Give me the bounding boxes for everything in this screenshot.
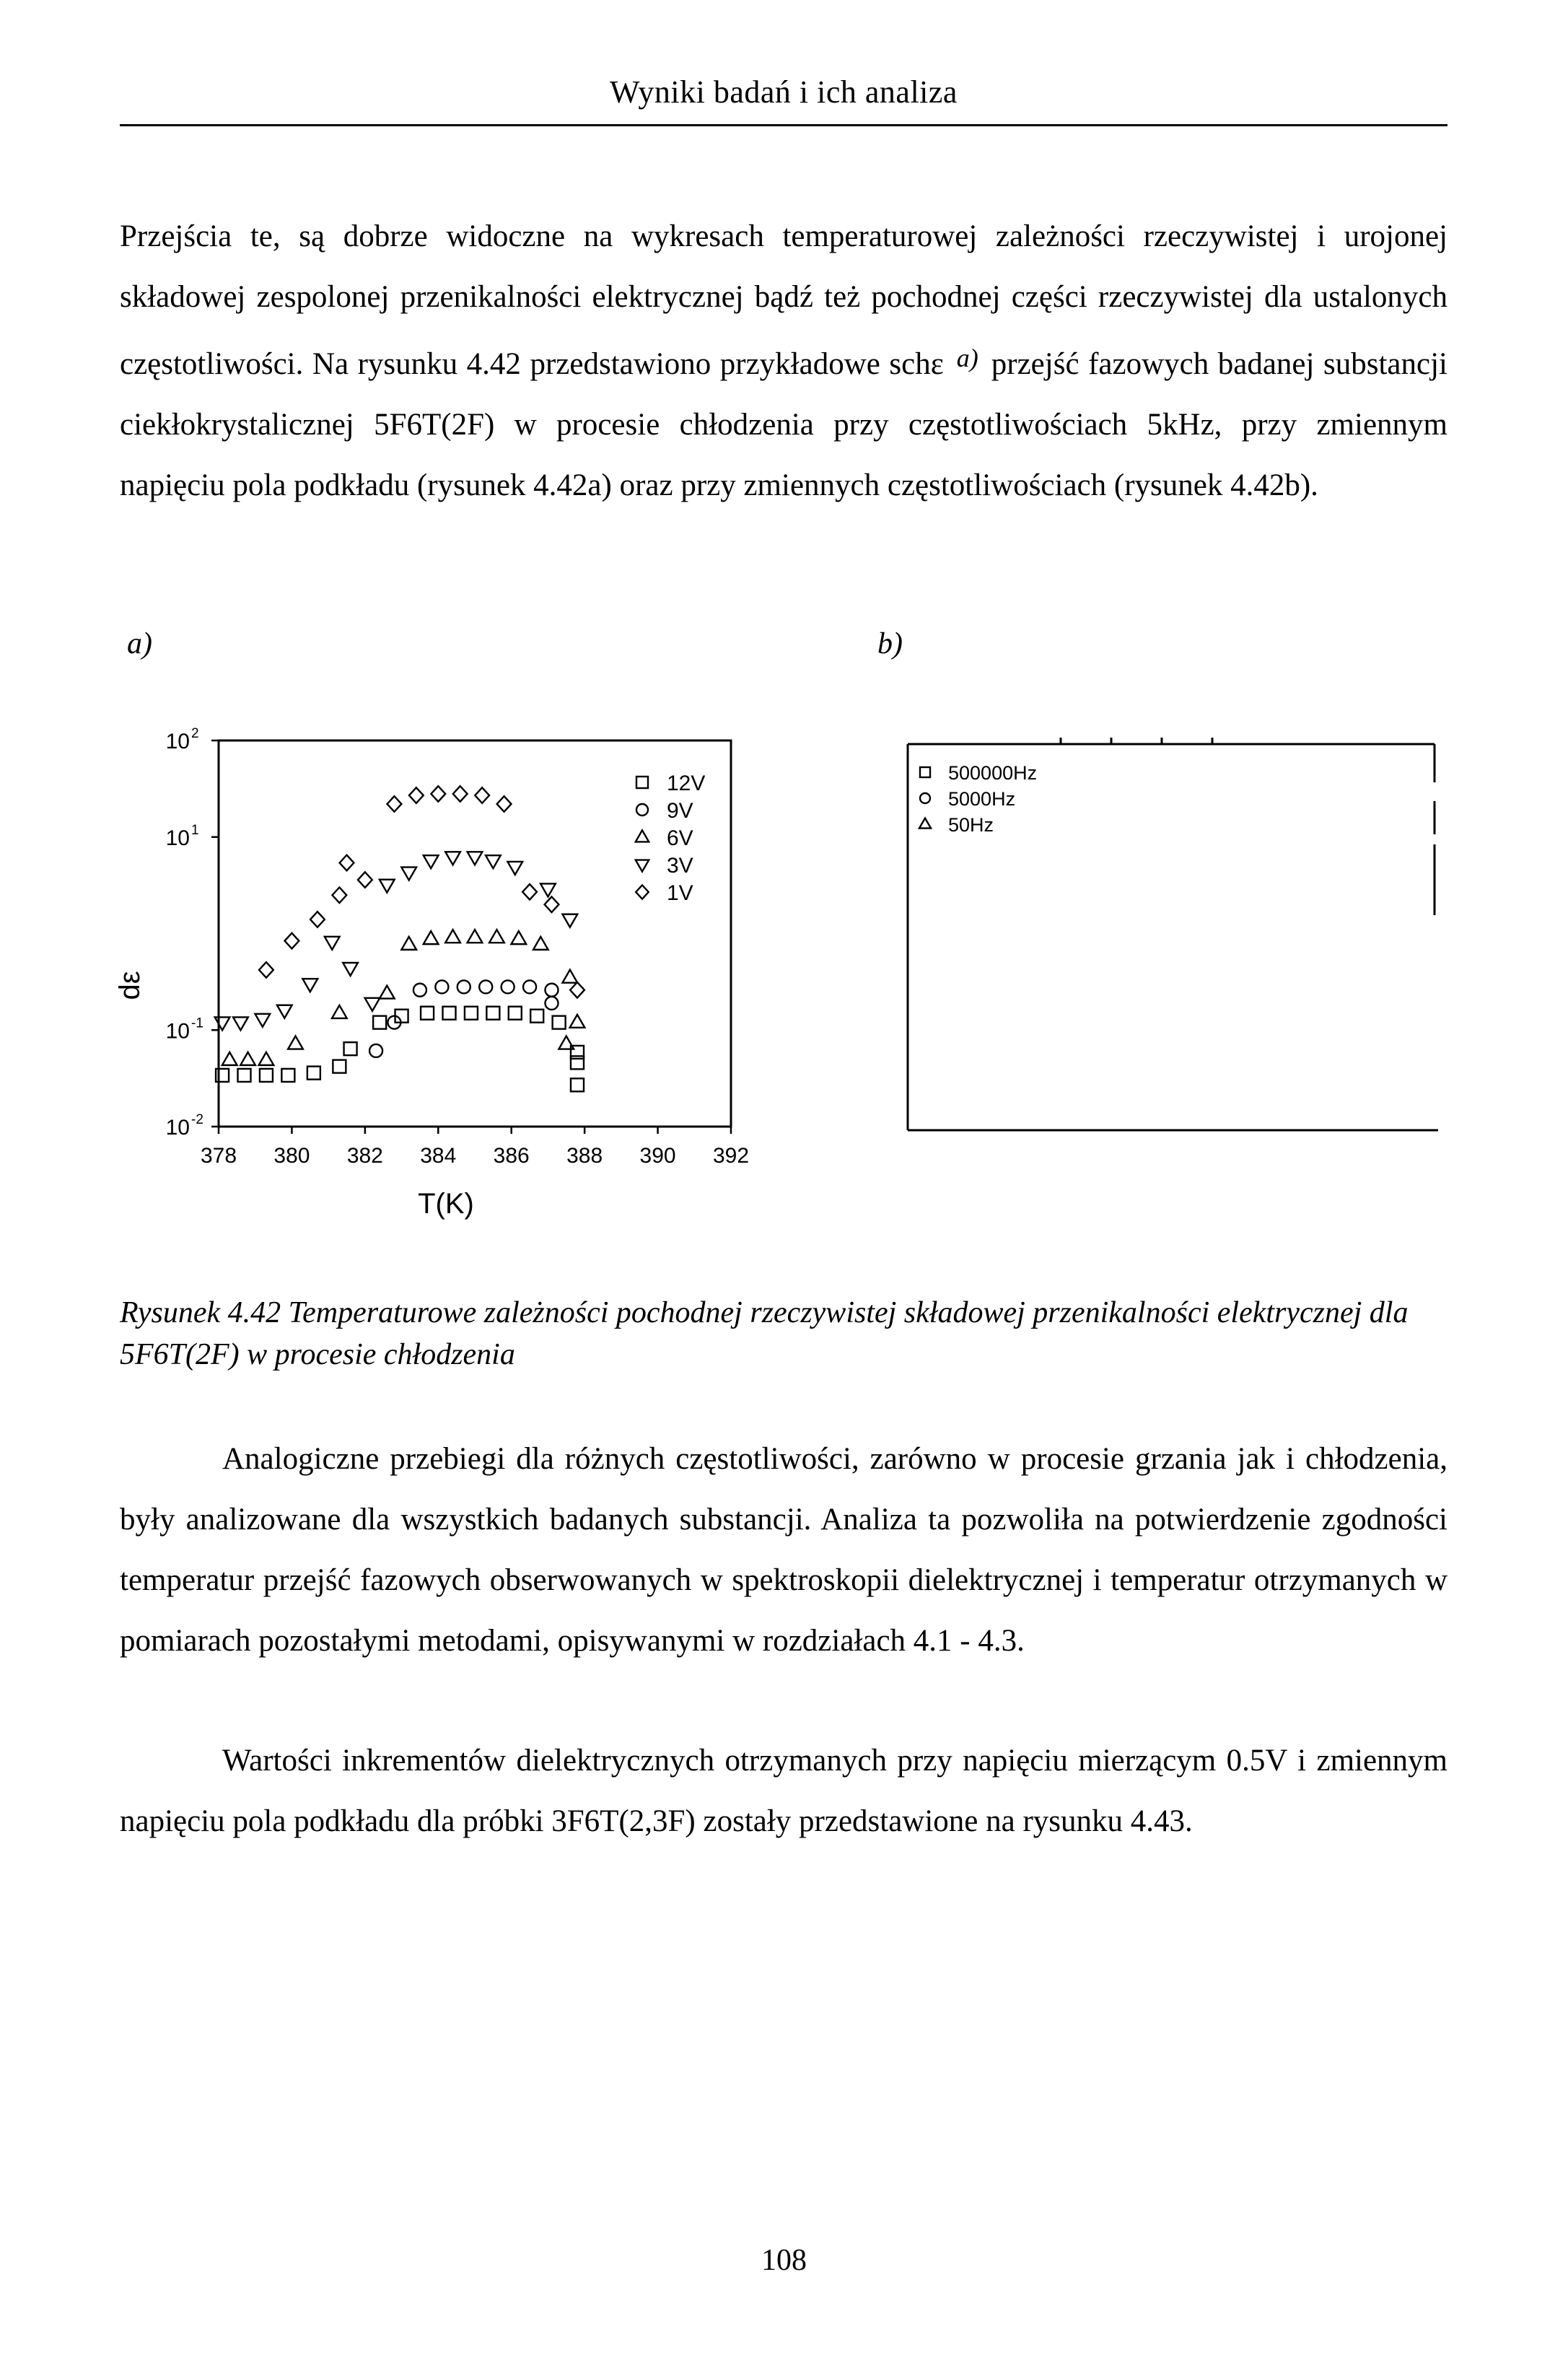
data-point bbox=[222, 1052, 237, 1065]
data-point bbox=[387, 796, 402, 812]
y-tick-exponent: -2 bbox=[191, 1112, 203, 1127]
data-point bbox=[302, 979, 317, 992]
legend-label: 3V bbox=[667, 854, 693, 878]
panel-b-label: b) bbox=[877, 627, 903, 660]
data-point bbox=[401, 868, 416, 880]
data-point bbox=[260, 1069, 273, 1082]
legend-label: 6V bbox=[667, 826, 693, 850]
data-point bbox=[530, 1010, 543, 1023]
data-point bbox=[413, 984, 426, 997]
data-point bbox=[424, 931, 439, 944]
x-tick-label: 388 bbox=[566, 1144, 603, 1168]
data-point bbox=[512, 931, 527, 944]
legend-marker bbox=[920, 793, 930, 803]
paragraph-3: Wartości inkrementów dielektrycznych otrzymanych przy napięciu mierzącym 0.5V i zmiennym napięciu pola podkładu dla próbki 3F6T(2,3F) zostały przedstawione na rysunku 4.43. bbox=[120, 1744, 1447, 1838]
data-point bbox=[563, 970, 578, 983]
data-point bbox=[571, 1078, 584, 1091]
data-point bbox=[563, 914, 578, 927]
data-point bbox=[445, 930, 460, 943]
data-point bbox=[468, 852, 483, 865]
chart-a-legend bbox=[636, 772, 706, 905]
inline-figure-label: a) bbox=[956, 344, 978, 372]
data-point bbox=[545, 896, 559, 912]
paragraph-2: Analogiczne przebiegi dla różnych częstotliwości, zarówno w procesie grzania jak i chłodzenia, były analizowane dla wszystkich badanych substancji. Analiza ta pozwoliła na potwierdzenie zgodności temperatur przejść fazowych obserwowanych w spektroskopii dielektrycznej i temperatur otrzymanych w pomiarach pozostałymi metodami, opisywanymi w rozdziałach 4.1 - 4.3. bbox=[120, 1442, 1447, 1658]
data-point bbox=[344, 1042, 357, 1055]
y-tick-exponent: -1 bbox=[191, 1015, 203, 1031]
data-point bbox=[365, 998, 380, 1011]
data-point bbox=[453, 786, 468, 802]
data-point bbox=[486, 855, 501, 868]
panel-a-label: a) bbox=[127, 627, 152, 660]
data-point bbox=[443, 1007, 456, 1020]
figure-caption: Rysunek 4.42 Temperaturowe zależności pochodnej rzeczywistej składowej przenikalności elektrycznej dla 5F6T(2F) w procesie chłodzenia bbox=[120, 1296, 1409, 1371]
data-point bbox=[424, 855, 439, 868]
data-point bbox=[431, 786, 445, 802]
legend-marker bbox=[636, 830, 649, 842]
paragraph-1-text-a: Przejścia te, są dobrze widoczne na wykresach temperaturowej zależności rzeczywistej i urojonej składowej zespolonej przenikalności elektrycznej bądź też pochodnej części rzeczywistej dla ustalonych częstotliwości. Na rysunku 4.42 przedstawiono przykładowe schε bbox=[120, 219, 1447, 381]
y-tick-label: 10 bbox=[165, 1116, 190, 1140]
data-point bbox=[325, 937, 340, 950]
paragraph-1 bbox=[120, 206, 1447, 516]
data-point bbox=[307, 1067, 320, 1080]
series-6V bbox=[222, 930, 584, 1065]
legend-marker bbox=[920, 767, 930, 777]
chart-a-marks bbox=[215, 786, 585, 1091]
data-point bbox=[546, 997, 559, 1010]
data-point bbox=[445, 852, 460, 865]
data-point bbox=[380, 880, 395, 893]
paragraph-1-text-b: przejść fazowych badanej substancji ciekłokrystalicznej 5F6T(2F) w procesie chłodzenia przy częstotliwościach 5kHz, przy zmiennym napięciu pola podkładu (rysunek 4.42a) oraz przy zmiennych częstotliwościach (rysunek 4.42b). bbox=[120, 347, 1447, 502]
x-tick-label: 384 bbox=[420, 1144, 457, 1168]
data-point bbox=[288, 1036, 303, 1049]
data-point bbox=[497, 796, 512, 812]
running-header: Wyniki badań i ich analiza bbox=[610, 74, 958, 110]
data-point bbox=[401, 937, 416, 950]
x-tick-label: 392 bbox=[712, 1144, 750, 1168]
data-point bbox=[343, 963, 358, 976]
legend-label: 500000Hz bbox=[948, 762, 1038, 784]
data-point bbox=[570, 982, 584, 998]
data-point bbox=[238, 1069, 251, 1082]
x-tick-label: 390 bbox=[639, 1144, 676, 1168]
page-number: 108 bbox=[761, 2244, 807, 2277]
data-point bbox=[255, 1014, 271, 1027]
legend-label: 5000Hz bbox=[948, 788, 1016, 810]
x-tick-label: 386 bbox=[493, 1144, 530, 1168]
data-point bbox=[369, 1044, 382, 1057]
data-point bbox=[522, 884, 537, 900]
data-point bbox=[509, 1007, 522, 1020]
y-tick-label: 10 bbox=[165, 826, 190, 850]
data-point bbox=[479, 980, 492, 993]
data-point bbox=[240, 1052, 255, 1065]
data-point bbox=[570, 1015, 585, 1028]
data-point bbox=[333, 1060, 346, 1073]
chart-b bbox=[895, 722, 1458, 1155]
legend-label: 50Hz bbox=[948, 814, 994, 836]
data-point bbox=[475, 787, 489, 803]
data-point bbox=[457, 980, 470, 993]
x-axis-label: T(K) bbox=[418, 1188, 474, 1220]
data-point bbox=[332, 887, 346, 903]
data-point bbox=[553, 1016, 566, 1029]
x-tick-label: 380 bbox=[273, 1144, 310, 1168]
y-axis-label: dε bbox=[114, 971, 146, 1000]
y-tick-label: 10 bbox=[165, 1019, 190, 1044]
legend-marker bbox=[636, 777, 648, 788]
data-point bbox=[489, 930, 504, 943]
y-tick-label: 10 bbox=[165, 730, 190, 753]
y-tick-exponent: 1 bbox=[191, 822, 199, 838]
legend-marker bbox=[636, 885, 649, 899]
legend-label: 1V bbox=[667, 881, 693, 905]
header-rule bbox=[120, 124, 1447, 126]
legend-label: 12V bbox=[667, 772, 706, 795]
data-point bbox=[310, 912, 325, 927]
series-3V bbox=[215, 852, 577, 1030]
data-point bbox=[533, 937, 548, 950]
legend-label: 9V bbox=[667, 799, 693, 823]
legend-marker bbox=[919, 818, 931, 829]
data-point bbox=[380, 986, 395, 999]
data-point bbox=[546, 984, 559, 997]
data-point bbox=[421, 1007, 434, 1020]
legend-marker bbox=[636, 860, 649, 872]
data-point bbox=[285, 933, 299, 949]
data-point bbox=[332, 1005, 347, 1018]
data-point bbox=[507, 862, 522, 875]
chart-b-legend bbox=[919, 762, 1037, 836]
data-point bbox=[340, 855, 354, 871]
chart-a bbox=[108, 722, 787, 1227]
data-point bbox=[358, 872, 372, 888]
series-1V bbox=[259, 786, 584, 997]
data-point bbox=[486, 1007, 499, 1020]
y-tick-exponent: 2 bbox=[191, 726, 199, 741]
data-point bbox=[233, 1017, 248, 1030]
data-point bbox=[468, 930, 483, 943]
data-point bbox=[259, 1052, 274, 1065]
data-point bbox=[277, 1005, 292, 1018]
legend-marker bbox=[636, 804, 648, 816]
data-point bbox=[523, 980, 536, 993]
data-point bbox=[373, 1016, 386, 1029]
x-tick-label: 378 bbox=[200, 1144, 237, 1168]
data-point bbox=[502, 980, 514, 993]
data-point bbox=[435, 980, 448, 993]
data-point bbox=[259, 962, 273, 978]
data-point bbox=[540, 883, 556, 896]
data-point bbox=[215, 1017, 230, 1030]
data-point bbox=[409, 787, 424, 803]
chart-a-axes bbox=[114, 726, 749, 1220]
x-tick-label: 382 bbox=[346, 1144, 383, 1168]
data-point bbox=[281, 1069, 294, 1082]
data-point bbox=[465, 1007, 478, 1020]
